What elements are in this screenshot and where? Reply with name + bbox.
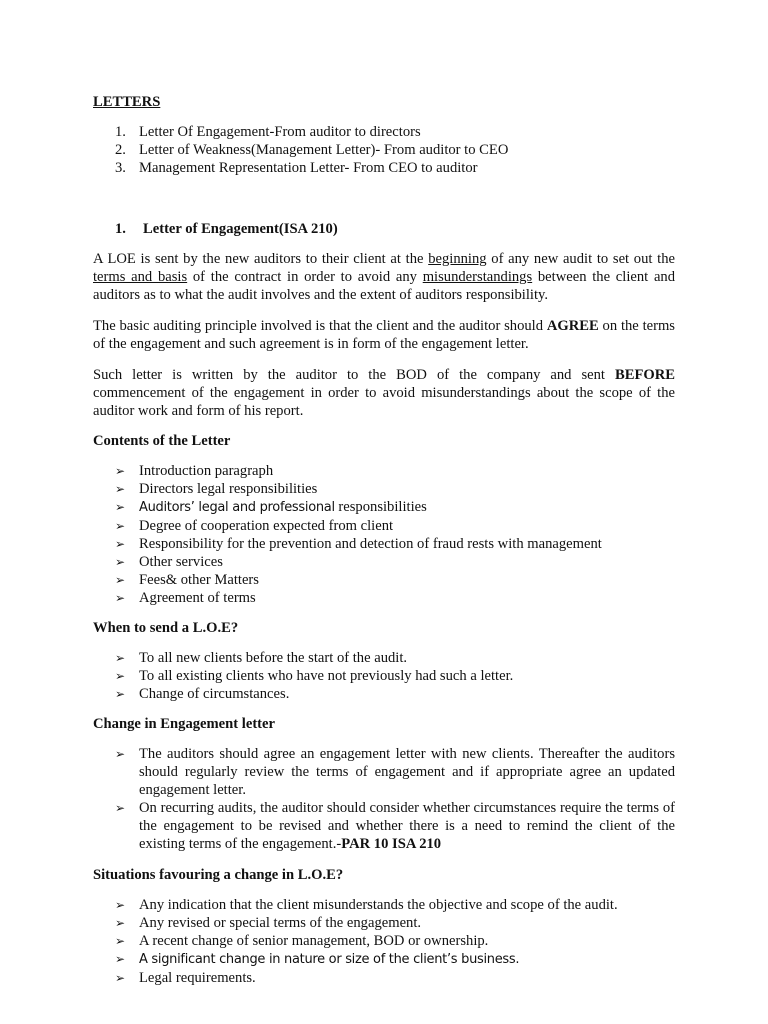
list-text: A significant change in nature or size of the client’s business. (139, 952, 520, 967)
bold-text: BEFORE (614, 367, 675, 383)
list-text: Responsibility for the prevention and detection of fraud rests with management (139, 536, 602, 552)
list-item (93, 553, 675, 571)
list-item (93, 462, 675, 480)
contents-list (93, 462, 675, 607)
list-item (93, 535, 675, 553)
list-text: On recurring audits, the auditor should consider whether circumstances require the terms of the engagement to be revised and whether there is a need to remind the client of the existing terms of the engagement.- (139, 800, 675, 852)
list-text: Letter of Weakness(Management Letter)- From auditor to CEO (139, 142, 509, 158)
underlined-text: terms and basis (93, 269, 188, 285)
section-number: 1. (115, 221, 126, 237)
list-text: Legal requirements. (139, 970, 256, 986)
arrow-bullet-icon: ➢ (115, 651, 126, 665)
text-run: Such letter is written by the auditor to the BOD of the company and sent (93, 367, 615, 383)
text-run: on the terms of the engagement and such agreement is in form of the engagement letter. (93, 318, 675, 352)
arrow-bullet-icon: ➢ (115, 952, 126, 966)
list-text: Directors legal responsibilities (139, 481, 318, 497)
paragraph-loe-intro (93, 250, 675, 304)
letters-heading: LETTERS (93, 94, 161, 110)
situations-list (93, 896, 675, 987)
list-item (93, 685, 675, 703)
list-item (93, 667, 675, 685)
list-text: Any revised or special terms of the engagement. (139, 915, 422, 931)
underlined-text: misunderstandings (422, 269, 533, 285)
list-item (93, 799, 675, 853)
arrow-bullet-icon: ➢ (115, 898, 126, 912)
list-item (93, 159, 693, 177)
list-text: Introduction paragraph (139, 463, 274, 479)
paragraph-principle (93, 317, 675, 353)
list-item (93, 914, 675, 932)
list-text: Any indication that the client misunderstands the objective and scope of the audit. (139, 897, 618, 913)
arrow-bullet-icon: ➢ (115, 747, 126, 761)
contents-heading: Contents of the Letter (93, 433, 231, 449)
list-text: Letter Of Engagement-From auditor to directors (139, 124, 421, 140)
arrow-bullet-icon: ➢ (115, 971, 126, 985)
list-text: Other services (139, 554, 223, 570)
arrow-bullet-icon: ➢ (115, 591, 126, 605)
list-item (93, 950, 675, 969)
situations-heading: Situations favouring a change in L.O.E? (93, 867, 344, 883)
list-item (93, 571, 675, 589)
when-heading: When to send a L.O.E? (93, 620, 239, 636)
text-run: of any new audit to set out the (486, 251, 675, 267)
text-run: A LOE is sent by the new auditors to their client at the (93, 251, 429, 267)
list-text: Management Representation Letter- From CEO to auditor (139, 160, 478, 176)
section-title (115, 220, 338, 238)
when-list (93, 649, 675, 703)
change-heading: Change in Engagement letter (93, 716, 275, 732)
change-list (93, 745, 675, 853)
arrow-bullet-icon: ➢ (115, 669, 126, 683)
list-number: 2. (115, 142, 126, 158)
paragraph-sent-before (93, 366, 675, 420)
list-item (93, 498, 675, 517)
list-text: Degree of cooperation expected from client (139, 518, 394, 534)
list-text: The auditors should agree an engagement letter with new clients. Thereafter the auditors should regularly review the terms of engagement and if appropriate agree an updated engagement letter. (139, 746, 675, 798)
list-text: responsibilities (334, 499, 427, 515)
arrow-bullet-icon: ➢ (115, 537, 126, 551)
arrow-bullet-icon: ➢ (115, 934, 126, 948)
arrow-bullet-icon: ➢ (115, 687, 126, 701)
arrow-bullet-icon: ➢ (115, 500, 126, 514)
list-item (93, 649, 675, 667)
text-run: of the contract in order to avoid any (187, 269, 423, 285)
letters-list (93, 123, 693, 177)
arrow-bullet-icon: ➢ (115, 916, 126, 930)
list-item (93, 141, 693, 159)
list-text: A recent change of senior management, BOD or ownership. (139, 933, 489, 949)
underlined-text: beginning (428, 251, 487, 267)
list-text: To all new clients before the start of the audit. (139, 650, 408, 666)
bold-reference: PAR 10 ISA 210 (341, 836, 442, 852)
list-item (93, 969, 675, 987)
text-run: The basic auditing principle involved is that the client and the auditor should (93, 318, 547, 334)
list-text: Change of circumstances. (139, 686, 290, 702)
text-run: commencement of the engagement in order to avoid misunderstandings about the scope of the auditor work and form of his report. (93, 385, 675, 419)
list-text: Fees& other Matters (139, 572, 259, 588)
arrow-bullet-icon: ➢ (115, 573, 126, 587)
list-item (93, 480, 675, 498)
arrow-bullet-icon: ➢ (115, 464, 126, 478)
list-item (93, 517, 675, 535)
list-item (93, 123, 693, 141)
list-number: 3. (115, 160, 126, 176)
list-item (93, 932, 675, 950)
list-item (93, 745, 675, 799)
section-title-text: Letter of Engagement(ISA 210) (143, 221, 338, 237)
arrow-bullet-icon: ➢ (115, 482, 126, 496)
arrow-bullet-icon: ➢ (115, 555, 126, 569)
list-text: To all existing clients who have not previously had such a letter. (139, 668, 514, 684)
text-run: between the client and auditors as to what the audit involves and the extent of auditors responsibility. (93, 269, 676, 303)
arrow-bullet-icon: ➢ (115, 801, 126, 815)
arrow-bullet-icon: ➢ (115, 519, 126, 533)
bold-text: AGREE (546, 318, 599, 334)
list-text: Auditors’ legal and professional (139, 500, 335, 515)
list-text: Agreement of terms (139, 590, 256, 606)
list-item (93, 589, 675, 607)
list-item (93, 896, 675, 914)
list-number: 1. (115, 124, 126, 140)
